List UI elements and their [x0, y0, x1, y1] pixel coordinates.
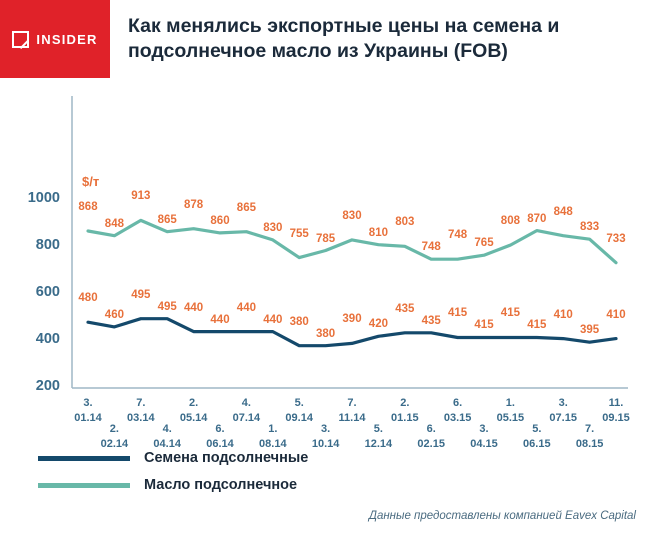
data-label: 415: [527, 319, 547, 332]
data-label: 748: [448, 229, 468, 242]
legend-item-seeds: [38, 450, 618, 466]
data-label: 865: [236, 201, 256, 214]
data-label: 808: [500, 215, 520, 228]
data-label: 865: [157, 213, 177, 226]
data-label: 410: [553, 308, 573, 321]
y-tick-label: 600: [35, 284, 60, 300]
data-label: 415: [448, 307, 468, 320]
x-tick-label: 4. 04.14: [153, 423, 181, 450]
data-label: 803: [395, 216, 415, 229]
data-label: 495: [157, 300, 177, 313]
x-tick-label: 5. 06.15: [523, 423, 551, 450]
data-label: 913: [131, 190, 151, 203]
y-tick-label: 1000: [27, 190, 60, 206]
data-label: 765: [474, 237, 494, 250]
x-tick-label: 11. 09.15: [602, 397, 630, 424]
data-label: 435: [395, 302, 415, 315]
data-label: 810: [368, 226, 388, 239]
y-axis-unit-label: $/т: [82, 174, 100, 189]
y-tick-label: 800: [35, 237, 60, 253]
x-tick-label: 5. 12.14: [364, 423, 393, 450]
x-tick-label: 6. 03.15: [443, 397, 472, 424]
x-tick-label: 4. 07.14: [232, 397, 261, 424]
x-tick-label: 2. 02.14: [100, 423, 129, 450]
data-label: 440: [210, 313, 230, 326]
data-label: 415: [500, 307, 520, 320]
x-tick-label: 7. 03.14: [127, 397, 155, 424]
data-label: 860: [210, 214, 230, 227]
header: [0, 0, 650, 78]
x-tick-label: 3. 07.15: [549, 397, 577, 424]
x-tick-label: 3. 10.14: [311, 423, 340, 450]
x-tick-label: 7. 08.15: [575, 423, 604, 450]
insider-logo[interactable]: [0, 0, 110, 78]
legend-swatch-seeds: [38, 456, 130, 461]
y-tick-label: 200: [35, 378, 60, 394]
data-label: 848: [104, 217, 124, 230]
legend-swatch-oil: [38, 483, 130, 488]
logo-text: INSIDER: [36, 31, 98, 47]
source-note: Данные предоставлены компанией Eavex Capital: [368, 510, 636, 522]
data-label: 440: [184, 301, 204, 314]
legend: [38, 450, 618, 504]
data-label: 830: [342, 209, 362, 222]
data-label: 495: [131, 288, 151, 301]
data-label: 390: [342, 313, 362, 326]
data-label: 785: [316, 232, 336, 245]
page-title: Как менялись экспортные цены на семена и подсолнечное масло из Украины (FOB): [128, 15, 560, 62]
x-tick-label: 6. 02.15: [417, 423, 445, 450]
x-tick-label: 2. 01.15: [391, 397, 419, 424]
data-label: 833: [580, 221, 600, 234]
data-label: 415: [474, 319, 494, 332]
data-label: 748: [421, 241, 441, 254]
chart-area: [0, 78, 650, 458]
data-label: 733: [606, 232, 626, 245]
data-label: 380: [289, 315, 309, 328]
data-label: 395: [580, 324, 600, 337]
data-label: 755: [289, 227, 309, 240]
data-label: 420: [368, 318, 388, 331]
data-label: 435: [421, 314, 441, 327]
data-label: 848: [553, 205, 573, 218]
data-label: 410: [606, 308, 626, 321]
x-tick-label: 5. 09.14: [285, 397, 313, 424]
data-label: 460: [104, 308, 124, 321]
x-tick-label: 3. 04.15: [470, 423, 498, 450]
data-label: 870: [527, 212, 547, 225]
legend-label-oil: Масло подсолнечное: [144, 477, 298, 493]
insider-diagonal-icon: [12, 31, 29, 48]
data-label: 878: [184, 198, 204, 211]
data-label: 868: [78, 201, 98, 214]
data-label: 830: [263, 221, 283, 234]
data-label: 380: [316, 327, 336, 340]
legend-item-oil: [38, 477, 618, 493]
data-label: 480: [78, 292, 98, 305]
data-label: 440: [236, 301, 256, 314]
y-tick-label: 400: [35, 331, 60, 347]
x-tick-label: 1. 08.14: [259, 423, 287, 450]
x-tick-label: 6. 06.14: [206, 423, 234, 450]
data-label: 440: [263, 313, 283, 326]
x-tick-label: 2. 05.14: [179, 397, 208, 424]
x-tick-label: 3. 01.14: [74, 397, 102, 424]
x-tick-label: 7. 11.14: [338, 397, 366, 424]
legend-label-seeds: Семена подсолнечные: [144, 450, 309, 466]
x-tick-label: 1. 05.15: [496, 397, 525, 424]
